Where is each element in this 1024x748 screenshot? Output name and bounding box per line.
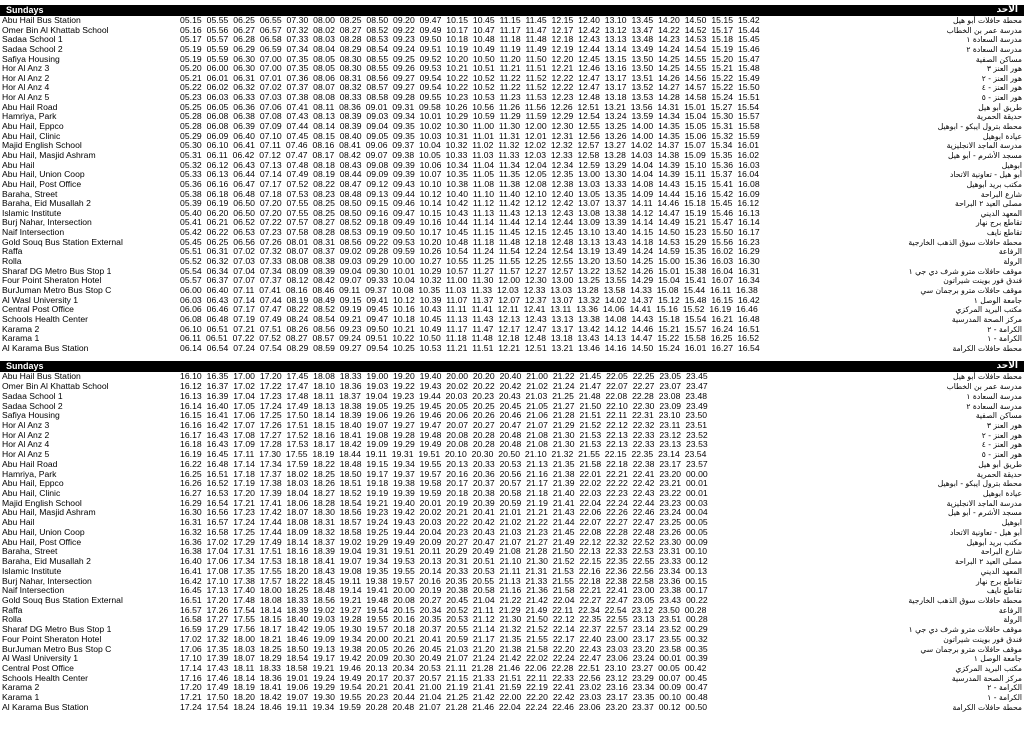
stop-name-en: Baraha, Eid Musallah 2 [2,199,91,209]
stop-name-en: BurJuman Metro Bus Stop C [2,644,112,654]
departure-times: 05.36 06.16 06.47 07.17 07.52 08.22 08.47 09.12 09.43 10.10 10.38 11.08 11.38 12.08 12.38 13.03 13.33 14.08 14.43 15.15 15.41 16.08 [180,178,760,189]
departure-times: 16.29 16.54 17.21 17.41 18.06 18.28 18.54 19.21 19.40 20.01 20.19 20.39 20.59 21.19 21.41 22.04 22.24 22.44 23.23 00.03 [180,497,708,508]
stop-name-en: Sadaa School 1 [2,35,63,45]
stop-name-ar: مكتب البريد المركزي [955,305,1022,315]
stop-name-ar: الكرامة - ١ [987,334,1022,344]
section-title-en: Sundays [6,361,44,372]
stop-name-en: Hor Al Anz 2 [2,73,50,83]
stop-name-en: Hamriya, Park [2,469,57,479]
stop-name-en: Safiya Housing [2,411,60,421]
stop-name-en: Karama 2 [2,324,40,334]
stop-name-ar: المعهد الديني [980,208,1022,218]
stop-name-ar: شارع البراحة [980,547,1022,557]
stop-name-ar: الرولة [1003,615,1022,625]
departure-times: 16.26 16.52 17.19 17.38 18.03 18.26 18.51 19.18 19.38 19.58 20.17 20.37 20.57 21.17 21.39 22.02 22.22 22.42 23.21 00.01 [180,478,708,489]
stop-name-ar: مكتب بريد أبوهيل [966,179,1022,189]
table-row [0,344,1024,354]
stop-name-ar: مصلى العيد ٢ البراحة [955,199,1022,209]
departure-times: 05.32 06.12 06.43 07.13 07.48 08.18 08.43 09.08 09.39 10.06 10.34 11.04 11.34 12.04 12.34 12.59 13.29 14.04 14.39 15.10 15.36 16.03 [180,159,760,170]
departure-times: 16.38 17.04 17.31 17.51 18.16 18.39 19.04 19.31 19.51 20.11 20.29 20.49 21.08 21.28 21.50 22.13 22.33 22.53 23.31 00.10 [180,546,708,557]
stop-name-en: Abu Hail Road [2,459,58,469]
timetable-rows [0,372,1024,712]
departure-times: 06.10 06.51 07.21 07.51 08.26 08.56 09.23 09.50 10.21 10.49 11.17 11.47 12.17 12.47 13.17 13.42 14.12 14.46 15.21 15.57 16.24 16.51 [180,323,760,334]
departure-times: 17.24 17.54 18.24 18.46 19.11 19.34 19.59 20.28 20.48 21.07 21.28 21.46 22.04 22.24 22.46 23.06 23.20 23.37 00.12 00.50 [180,701,708,712]
departure-times: 06.06 06.46 07.17 07.47 08.22 08.52 09.19 09.45 10.16 10.43 11.11 11.41 12.11 12.41 13.11 13.36 14.06 14.41 15.16 15.52 16.19 16.46 [180,304,758,315]
departure-times: 17.16 17.46 18.14 18.36 19.01 19.24 19.49 20.17 20.37 20.57 21.15 21.33 21.51 22.11 22.33 22.56 23.12 23.29 00.07 00.45 [180,672,708,683]
stop-name-ar: مسجد الأشرم - أبو هيل [947,150,1022,160]
stop-name-ar: طريق أبو هيل [978,102,1022,112]
stop-name-en: Baraha, Street [2,189,58,199]
departure-times: 17.10 17.39 18.07 18.29 18.54 19.17 19.42 20.09 20.30 20.49 21.07 21.24 21.42 22.02 22.24 22.47 23.06 23.24 00.01 00.39 [180,653,708,664]
departure-times: 16.31 16.57 17.24 17.44 18.08 18.31 18.57 19.24 19.43 20.03 20.22 20.42 21.02 21.22 21.44 22.07 22.27 22.47 23.25 00.05 [180,517,708,528]
stop-name-en: Sharaf DG Metro Bus Stop 1 [2,266,112,276]
stop-name-ar: هور العنز - ٢ [981,430,1022,440]
stop-name-ar: مساكن الصفية [975,411,1022,421]
stop-name-ar: موقف حافلات مترو برجمان سي [920,285,1022,295]
stop-name-en: Sharaf DG Metro Bus Stop 1 [2,625,112,635]
stop-name-ar: الرفاعة [998,247,1022,257]
stop-name-en: Baraha, Street [2,547,58,557]
stop-name-en: Gold Souq Bus Station External [2,595,123,605]
stop-name-ar: مدرسة السعادة ١ [966,35,1022,45]
departure-times: 06.03 06.43 07.14 07.44 08.19 08.49 09.15 09.41 10.12 10.39 11.07 11.37 12.07 12.37 13.07 13.32 14.02 14.37 15.12 15.48 16.15 16.42 [180,294,760,305]
stop-name-ar: محطة حافلات أبو هيل [952,372,1022,382]
stop-name-en: Karama 1 [2,693,40,703]
departure-times: 05.22 06.02 06.32 07.02 07.37 08.07 08.32 08.57 09.27 09.54 10.22 10.52 11.22 11.52 12.22 12.47 13.17 13.52 14.27 14.57 15.22 15.50 [180,82,760,93]
stop-name-en: Schools Health Center [2,673,88,683]
stop-name-ar: هور العنز - ٢ [981,73,1022,83]
stop-name-ar: حديقة الحمرية [976,469,1022,479]
departure-times: 17.06 17.35 18.03 18.25 18.50 19.13 19.38 20.05 20.26 20.45 21.03 21.20 21.38 21.58 22.20 22.43 23.03 23.20 23.58 00.35 [180,643,708,654]
departure-times: 05.21 06.01 06.31 07.01 07.36 08.06 08.31 08.56 09.27 09.54 10.22 10.52 11.22 11.52 12.22 12.47 13.17 13.51 14.26 14.56 15.22 15.49 [180,72,760,83]
departure-times: 16.58 17.27 17.55 18.15 18.40 19.03 19.28 19.55 20.16 20.35 20.53 21.12 21.30 21.50 22.12 22.35 22.55 23.13 23.51 00.28 [180,614,708,625]
stop-name-en: Abu Hail, Union Coop [2,527,85,537]
stop-name-ar: المعهد الديني [980,566,1022,576]
stop-name-en: Omer Bin Al Khattab School [2,25,109,35]
stop-name-ar: جامعة الوصل ١ [973,654,1022,664]
stop-name-ar: ابوهيل [1001,518,1022,528]
departure-times: 05.30 06.10 06.41 07.11 07.46 08.16 08.41 09.06 09.37 10.04 10.32 11.02 11.32 12.02 12.32 12.57 13.27 14.02 14.37 15.07 15.34 16.01 [180,140,760,151]
stop-name-ar: محطة بترول ايبكو - ابوهيل [937,122,1022,132]
stop-name-en: Abu Hail, Clinic [2,131,61,141]
stop-name-ar: مكتب البريد المركزي [955,663,1022,673]
stop-name-ar: الكرامة - ٢ [987,324,1022,334]
departure-times: 16.10 16.35 17.00 17.20 17.45 18.08 18.33 19.00 19.20 19.40 20.00 20.20 20.40 21.00 21.22 21.45 22.05 22.25 23.05 23.45 [180,371,708,382]
departure-times: 16.42 17.10 17.38 17.57 18.22 18.45 19.11 19.38 19.57 20.16 20.35 20.55 21.13 21.33 21.55 22.18 22.38 22.58 23.36 00.15 [180,575,708,586]
stop-name-en: Abu Hail [2,160,35,170]
stop-name-en: Karama 2 [2,683,40,693]
stop-name-ar: هور العنز - ٤ [981,440,1022,450]
stop-name-en: Al Karama Bus Station [2,343,89,353]
departure-times: 16.19 16.45 17.11 17.30 17.55 18.19 18.44 19.11 19.31 19.51 20.10 20.30 20.50 21.10 21.32 21.55 22.15 22.35 23.14 23.54 [180,449,707,460]
stop-name-ar: ابوهيل [1001,160,1022,170]
stop-name-ar: محطة حافلات سوق الذهب الخارجية [908,237,1022,247]
stop-name-en: Rolla [2,257,22,267]
departure-times: 05.51 06.31 07.02 07.32 08.07 08.37 09.02 09.28 09.59 10.26 10.54 11.24 11.54 12.24 12.54 13.19 13.49 14.24 14.59 15.35 16.02 16.29 [180,246,760,257]
stop-name-en: Naif Intersection [2,586,65,596]
departure-times: 05.41 06.21 06.52 07.22 07.57 08.27 08.52 09.18 09.49 10.16 10.44 11.14 11.44 12.14 12.44 13.09 13.39 14.14 14.49 15.21 15.47 16.14 [180,217,760,228]
departure-times: 05.33 06.13 06.44 07.14 07.49 08.19 08.44 09.09 09.39 10.07 10.35 11.05 11.35 12.05 12.35 13.00 13.30 14.04 14.39 15.11 15.37 16.04 [180,169,760,180]
departure-times: 17.02 17.32 18.00 18.21 18.46 19.09 19.34 20.00 20.21 20.41 20.59 21.17 21.35 21.55 22.17 22.40 23.00 23.17 23.55 00.32 [180,633,708,644]
departure-times: 05.54 06.34 07.04 07.34 08.09 08.39 09.04 09.30 10.01 10.29 10.57 11.27 11.57 12.27 12.57 13.22 13.52 14.26 15.01 15.38 16.04 16.31 [180,265,760,276]
stop-name-en: Four Point Sheraton Hotel [2,634,102,644]
departure-times: 05.40 06.20 06.50 07.20 07.55 08.25 08.50 09.16 09.47 10.15 10.43 11.13 11.43 12.13 12.43 13.08 13.38 14.12 14.47 15.19 15.46 16.13 [180,207,760,218]
departure-times: 16.14 16.40 17.05 17.24 17.49 18.13 18.38 19.05 19.25 19.45 20.05 20.25 20.45 21.05 21.27 21.50 22.10 22.30 23.09 23.49 [180,400,708,411]
departure-times: 05.15 05.55 06.25 06.55 07.30 08.00 08.25 08.50 09.20 09.47 10.15 10.45 11.15 11.45 12.15 12.40 13.10 13.45 14.20 14.50 15.15 15.42 [180,15,760,25]
stop-name-ar: مركز الصحة المدرسية [951,314,1022,324]
stop-name-ar: هور العنز ٣ [986,421,1022,431]
stop-name-en: Hor Al Anz 5 [2,93,50,103]
stop-name-ar: مدرسة السعادة ١ [966,391,1022,401]
departure-times: 05.28 06.08 06.38 07.08 07.43 08.13 08.39 09.03 09.34 10.01 10.29 10.59 11.29 11.59 12.29 12.54 13.24 13.59 14.34 15.04 15.30 15.57 [180,111,760,122]
timetable-section-1 [0,5,1024,353]
departure-times: 16.40 17.06 17.34 17.53 18.18 18.41 19.07 19.34 19.53 20.13 20.31 20.51 21.10 21.30 21.52 22.15 22.35 22.55 23.33 00.12 [180,556,708,567]
departure-times: 05.42 06.22 06.53 07.23 07.58 08.28 08.53 09.19 09.50 10.17 10.45 11.15 11.45 12.15 12.45 13.10 13.40 14.15 14.50 15.23 15.50 16.17 [180,227,760,238]
stop-name-ar: فندق فور بوينت شيراتون [943,276,1022,286]
stop-name-en: Schools Health Center [2,314,88,324]
departure-times: 17.14 17.43 18.11 18.33 18.58 19.21 19.46 20.13 20.34 20.53 21.11 21.28 21.46 22.06 22.28 22.51 23.10 23.27 00.05 00.42 [180,662,707,673]
stop-name-ar: مدرسة الماجد الانجليزية [946,141,1022,151]
stop-name-en: Abu Hail, Eppco [2,122,64,132]
departure-times: 05.20 06.00 06.30 07.00 07.35 08.05 08.30 08.55 09.26 09.53 10.21 10.51 11.21 11.51 12.21 12.46 13.16 13.50 14.25 14.55 15.21 15.48 [180,63,760,74]
stop-name-ar: مدرسة السعادة ٢ [966,401,1022,411]
departure-times: 16.45 17.13 17.40 18.00 18.25 18.48 19.14 19.41 20.00 20.19 20.38 20.58 21.16 21.36 21.58 22.21 22.41 23.00 23.38 00.17 [180,585,708,596]
stop-name-ar: مدرسة عمر بن الخطاب [946,382,1022,392]
stop-name-ar: تقاطع نايف [986,586,1022,596]
departure-times: 05.16 05.56 06.27 06.57 07.32 08.02 08.27 08.52 09.22 09.49 10.17 10.47 11.17 11.47 12.17 12.42 13.12 13.47 14.22 14.52 15.17 15.44 [180,24,760,35]
stop-name-ar: مدرسة السعادة ٢ [966,44,1022,54]
departure-times: 06.08 06.48 07.19 07.49 08.24 08.54 09.21 09.47 10.18 10.45 11.13 11.43 12.13 12.43 13.13 13.38 14.08 14.43 15.18 15.54 16.21 16.48 [180,313,760,324]
stop-name-en: Abu Hail, Post Office [2,537,82,547]
stop-name-en: Karama 1 [2,334,40,344]
stop-name-en: Hor Al Anz 5 [2,450,50,460]
stop-name-en: Central Post Office [2,663,74,673]
departure-times: 05.17 05.57 06.28 06.58 07.33 08.03 08.28 08.53 09.23 09.50 10.18 10.48 11.18 11.48 12.18 12.43 13.13 13.48 14.23 14.53 15.18 15.45 [180,34,760,45]
stop-name-en: Safiya Housing [2,54,60,64]
departure-times: 05.45 06.25 06.56 07.26 08.01 08.31 08.56 09.22 09.53 10.20 10.48 11.18 11.48 12.18 12.48 13.13 13.43 14.18 14.53 15.29 15.56 16.23 [180,236,760,247]
stop-name-en: BurJuman Metro Bus Stop C [2,285,112,295]
departure-times: 06.11 06.51 07.22 07.52 08.27 08.57 09.24 09.51 10.22 10.50 11.18 11.48 12.18 12.48 13.18 13.43 14.13 14.47 15.22 15.58 16.25 16.52 [180,333,760,344]
departure-times: 06.14 06.54 07.24 07.54 08.29 08.59 09.27 09.54 10.25 10.53 11.21 11.51 12.21 12.51 13.21 13.46 14.16 14.50 15.24 16.01 16.27 16.54 [180,342,760,353]
departure-times: 16.57 17.26 17.54 18.14 18.39 19.02 19.27 19.54 20.15 20.34 20.52 21.11 21.29 21.49 22.11 22.34 22.54 23.12 23.50 00.28 [180,604,707,615]
section-title-ar: الأحد [996,361,1018,372]
departure-times: 16.32 16.58 17.25 17.44 18.09 18.32 18.58 19.25 19.44 20.04 20.23 20.43 21.03 21.23 21.45 22.08 22.28 22.48 23.26 00.05 [180,526,708,537]
stop-name-en: Islamic Institute [2,208,62,218]
departure-times: 16.30 16.56 17.23 17.42 18.07 18.30 18.56 19.23 19.42 20.02 20.21 20.41 21.01 21.21 21.43 22.06 22.26 22.46 23.24 00.04 [180,507,708,518]
stop-name-en: Islamic Institute [2,566,62,576]
departure-times: 16.15 16.41 17.06 17.25 17.50 18.14 18.39 19.06 19.26 19.46 20.06 20.26 20.46 21.06 21.28 21.51 22.11 22.31 23.10 23.50 [180,410,708,421]
departure-times: 05.19 05.59 06.29 06.59 07.34 08.04 08.29 08.54 09.24 09.51 10.19 10.49 11.19 11.49 12.19 12.44 13.14 13.49 14.24 14.54 15.19 15.46 [180,43,760,54]
departure-times: 05.29 06.09 06.40 07.10 07.45 08.15 08.40 09.05 09.35 10.03 10.31 11.01 11.31 12.01 12.31 12.56 13.26 14.00 14.35 15.06 15.32 15.59 [180,130,760,141]
departure-times: 17.20 17.49 18.19 18.41 19.06 19.29 19.54 20.21 20.41 21.00 21.19 21.41 21.59 22.19 22.41 23.02 23.16 23.34 00.09 00.47 [180,682,708,693]
timetable-section-2 [0,361,1024,712]
stop-name-en: Hor Al Anz 4 [2,440,50,450]
departure-times: 16.51 17.20 17.48 18.08 18.33 18.56 19.21 19.48 20.08 20.27 20.45 21.04 21.22 21.42 22.04 22.27 22.47 23.05 23.43 00.22 [180,594,708,605]
stop-name-ar: تقاطع برج نهار [976,218,1022,228]
stop-name-ar: هور العنز - ٥ [981,450,1022,460]
stop-name-en: Abu Hail, Clinic [2,489,61,499]
stop-name-ar: هور العنز - ٤ [981,83,1022,93]
stop-name-ar: محطة بترول ايبكو - ابوهيل [937,479,1022,489]
stop-name-en: Abu Hail, Union Coop [2,170,85,180]
departure-times: 05.39 06.19 06.50 07.20 07.55 08.25 08.50 09.15 09.46 10.14 10.42 11.12 11.42 12.12 12.42 13.07 13.37 14.11 14.46 15.18 15.45 16.12 [180,198,760,209]
departure-times: 05.57 06.37 07.07 07.37 08.12 08.42 09.07 09.33 10.04 10.32 11.00 11.30 12.00 12.30 13.00 13.25 13.55 14.29 15.04 15.41 16.07 16.34 [180,275,760,286]
departure-times: 16.36 17.02 17.29 17.49 18.14 18.37 19.02 19.29 19.49 20.09 20.27 20.47 21.07 21.27 21.49 22.12 22.32 22.52 23.30 00.09 [180,536,708,547]
stop-name-ar: محطة حافلات الكرامة [952,343,1022,353]
stop-name-ar: موقف حافلات مترو شرف دي جي ١ [908,266,1022,276]
stop-name-ar: هور العنز - ٥ [981,93,1022,103]
stop-name-en: Al Wasl University 1 [2,654,79,664]
stop-name-ar: محطة حافلات سوق الذهب الخارجية [908,595,1022,605]
departure-times: 16.22 16.48 17.14 17.34 17.59 18.22 18.48 19.15 19.34 19.55 20.13 20.33 20.53 21.13 21.35 21.58 22.18 22.38 23.17 23.57 [180,458,708,469]
stop-name-ar: الكرامة - ١ [987,693,1022,703]
table-row [0,703,1024,713]
stop-name-ar: عيادة ابوهيل [982,489,1022,499]
stop-name-ar: مساكن الصفية [975,54,1022,64]
stop-name-en: Sadaa School 1 [2,391,63,401]
stop-name-en: Al Karama Bus Station [2,702,89,712]
stop-name-en: Hor Al Anz 3 [2,64,50,74]
stop-name-en: Hor Al Anz 3 [2,421,50,431]
stop-name-en: Rolla [2,615,22,625]
stop-name-en: Raffa [2,247,23,257]
stop-name-ar: الكرامة - ٢ [987,683,1022,693]
stop-name-en: Majid English School [2,141,82,151]
departure-times: 16.17 16.43 17.08 17.27 17.52 18.16 18.41 19.08 19.28 19.48 20.08 20.28 20.48 21.08 21.30 21.53 22.13 22.33 23.12 23.52 [180,429,708,440]
stop-name-en: Al Wasl University 1 [2,295,79,305]
stop-name-ar: طريق أبو هيل [978,459,1022,469]
stop-name-ar: مدرسة الماجد الانجليزية [946,498,1022,508]
stop-name-en: Burj Nahar, Intersection [2,576,92,586]
stop-name-en: Abu Hail, Masjid Ashram [2,150,96,160]
stop-name-en: Hor Al Anz 4 [2,83,50,93]
stop-name-ar: مركز الصحة المدرسية [951,673,1022,683]
stop-name-ar: هور العنز ٣ [986,64,1022,74]
stop-name-ar: تقاطع نايف [986,228,1022,238]
stop-name-en: Gold Souq Bus Station External [2,237,123,247]
timetable-rows [0,16,1024,353]
stop-name-en: Abu Hail, Eppco [2,479,64,489]
stop-name-ar: موقف حافلات مترو شرف دي جي ١ [908,625,1022,635]
stop-name-en: Naif Intersection [2,228,65,238]
departure-times: 05.52 06.32 07.03 07.33 08.08 08.38 09.03 09.29 10.00 10.27 10.55 11.25 11.55 12.25 12.55 13.20 13.50 14.25 15.00 15.36 16.03 16.30 [180,256,760,267]
stop-name-en: Abu Hail, Masjid Ashram [2,508,96,518]
stop-name-ar: تقاطع برج نهار [976,576,1022,586]
stop-name-en: Four Point Sheraton Hotel [2,276,102,286]
stop-name-en: Raffa [2,605,23,615]
stop-name-ar: مصلى العيد ٢ البراحة [955,557,1022,567]
stop-name-ar: محطة حافلات الكرامة [952,702,1022,712]
stop-name-ar: حديقة الحمرية [976,112,1022,122]
stop-name-ar: مدرسة عمر بن الخطاب [946,25,1022,35]
section-title-ar: الأحد [996,5,1018,15]
departure-times: 16.25 16.51 17.18 17.37 18.02 18.25 18.50 19.17 19.37 19.57 20.16 20.36 20.56 21.16 21.38 22.01 22.21 22.41 23.20 00.00 [180,468,708,479]
stop-name-en: Central Post Office [2,305,74,315]
stop-name-ar: مسجد الأشرم - أبو هيل [947,508,1022,518]
departure-times: 05.38 06.18 06.48 07.18 07.53 08.23 08.48 09.13 09.44 10.12 10.40 11.10 11.40 12.10 12.40 13.05 13.35 14.09 14.44 15.16 15.42 16.09 [180,188,760,199]
stop-name-ar: مكتب بريد أبوهيل [966,537,1022,547]
stop-name-en: Abu Hail Road [2,102,58,112]
departure-times: 17.21 17.50 18.20 18.42 19.07 19.30 19.55 20.23 20.44 21.04 21.25 21.42 22.00 22.20 22.42 23.03 23.17 23.35 00.10 00.48 [180,692,708,703]
stop-name-ar: أبو هيل - تعاونية الاتحاد [950,527,1022,537]
departure-times: 16.27 16.53 17.20 17.39 18.04 18.27 18.52 19.19 19.39 19.59 20.18 20.38 20.58 21.18 21.40 22.03 22.23 22.43 23.22 00.01 [180,488,708,499]
departure-times: 16.18 16.43 17.09 17.28 17.53 18.17 18.42 19.09 19.29 19.49 20.08 20.28 20.48 21.08 21.30 21.53 22.13 22.33 23.13 23.53 [180,439,708,450]
departure-times: 05.23 06.03 06.33 07.03 07.38 08.08 08.33 08.58 09.28 09.55 10.23 10.53 11.23 11.53 12.23 12.48 13.18 13.53 14.28 14.58 15.24 15.51 [180,92,760,103]
departure-times: 05.25 06.05 06.36 07.06 07.41 08.11 08.36 09.01 09.31 09.58 10.26 10.56 11.26 11.56 12.26 12.51 13.21 13.56 14.31 15.01 15.27 15.54 [180,101,760,112]
stop-name-en: Abu Hail Bus Station [2,16,81,25]
stop-name-en: Sadaa School 2 [2,401,63,411]
departure-times: 16.41 17.08 17.35 17.55 18.20 18.43 19.08 19.35 19.55 20.14 20.33 20.53 21.11 21.31 21.53 22.16 22.36 22.56 23.34 00.13 [180,565,708,576]
stop-name-en: Abu Hail [2,518,35,528]
stop-name-en: Omer Bin Al Khattab School [2,382,109,392]
stop-name-en: Abu Hail Bus Station [2,372,81,382]
departure-times: 05.28 06.08 06.39 07.09 07.44 08.14 08.39 09.04 09.35 10.02 10.30 11.00 11.30 12.00 12.30 12.55 13.25 14.00 14.35 15.05 15.31 15.58 [180,121,760,132]
stop-name-en: Hor Al Anz 2 [2,430,50,440]
departure-times: 06.00 06.40 07.11 07.41 08.16 08.46 09.11 09.37 10.08 10.35 11.03 11.33 12.03 12.33 13.03 13.28 13.58 14.33 15.08 15.44 16.11 16.38 [180,284,758,295]
departure-times: 16.16 16.42 17.07 17.26 17.51 18.15 18.40 19.07 19.27 19.47 20.07 20.27 20.47 21.07 21.29 21.52 22.12 22.32 23.11 23.51 [180,420,708,431]
stop-name-en: Burj Nahar, Intersection [2,218,92,228]
stop-name-ar: موقف حافلات مترو برجمان سي [920,644,1022,654]
section-title-en: Sundays [6,5,44,15]
stop-name-en: Abu Hail, Post Office [2,179,82,189]
stop-name-ar: الرولة [1003,257,1022,267]
stop-name-en: Hamriya, Park [2,112,57,122]
stop-name-ar: جامعة الوصل ١ [973,295,1022,305]
stop-name-en: Sadaa School 2 [2,44,63,54]
stop-name-ar: فندق فور بوينت شيراتون [943,634,1022,644]
stop-name-ar: أبو هيل - تعاونية الاتحاد [950,170,1022,180]
stop-name-ar: الرفاعة [998,605,1022,615]
departure-times: 05.19 05.59 06.30 07.00 07.35 08.05 08.30 08.55 09.25 09.52 10.20 10.50 11.20 11.50 12.20 12.45 13.15 13.50 14.25 14.55 15.20 15.47 [180,53,760,64]
stop-name-ar: عيادة ابوهيل [982,131,1022,141]
stop-name-en: Baraha, Eid Musallah 2 [2,557,91,567]
departure-times: 16.59 17.29 17.56 18.17 18.42 19.05 19.30 19.57 20.18 20.37 20.55 21.14 21.32 21.52 22.14 22.37 22.57 23.14 23.52 00.29 [180,624,708,635]
departure-times: 16.13 16.39 17.04 17.23 17.48 18.11 18.37 19.04 19.23 19.44 20.03 20.23 20.43 21.03 21.25 21.48 22.08 22.28 23.08 23.48 [180,390,708,401]
stop-name-ar: شارع البراحة [980,189,1022,199]
stop-name-ar: محطة حافلات أبو هيل [952,16,1022,25]
stop-name-en: Majid English School [2,498,82,508]
departure-times: 05.31 06.11 06.42 07.12 07.47 08.17 08.42 09.07 09.38 10.05 10.33 11.03 11.33 12.03 12.33 12.58 13.28 14.03 14.38 15.09 15.35 16.02 [180,149,760,160]
departure-times: 16.12 16.37 17.02 17.22 17.47 18.10 18.36 19.03 19.22 19.43 20.02 20.22 20.42 21.02 21.24 21.47 22.07 22.27 23.07 23.47 [180,381,708,392]
